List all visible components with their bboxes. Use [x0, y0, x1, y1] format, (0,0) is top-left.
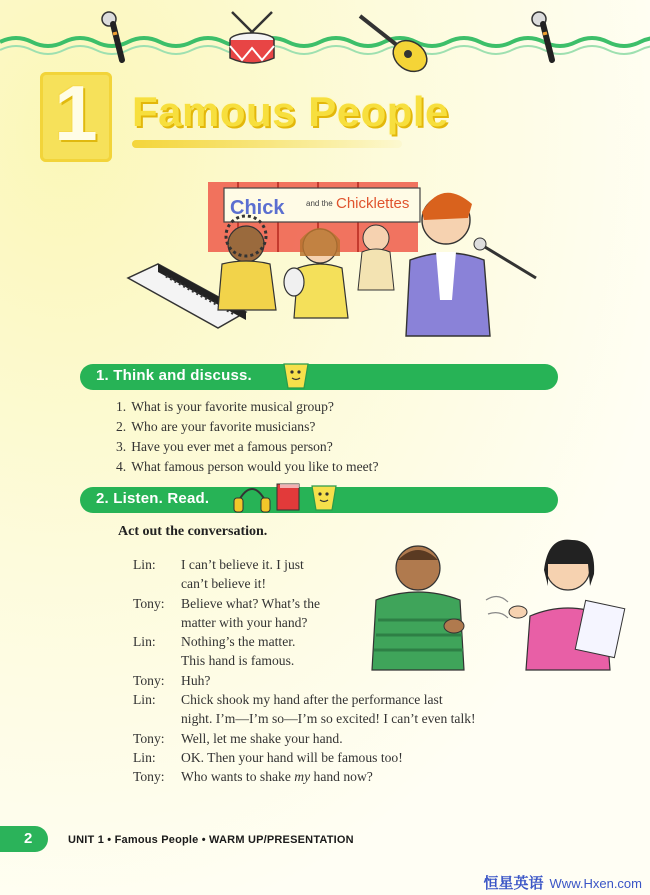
instruction-text: Act out the conversation.: [118, 524, 268, 539]
dialog-line: Tony: Well, let me shake your hand.: [133, 730, 343, 746]
dialog-line: Lin: Nothing’s the matter.: [133, 634, 296, 650]
list-item: 3. Have you ever met a famous person?: [116, 439, 333, 454]
section-heading-2: 2. Listen. Read.: [96, 490, 210, 507]
sign-right-text: Chicklettes: [336, 195, 410, 212]
tony-figure: [372, 546, 464, 670]
unit-title: Famous People: [132, 88, 449, 135]
watermark-url: Www.Hxen.com: [549, 876, 642, 891]
tony-lin-illustration: [368, 530, 636, 680]
singer-girl-3: [358, 225, 394, 290]
discussion-questions: [116, 397, 378, 477]
dialog-line: Tony: Huh?: [133, 672, 211, 688]
watermark-cn: 恒星英语: [483, 875, 544, 892]
dialog-line: Tony: Who wants to shake my hand now?: [133, 769, 373, 785]
watermark: [484, 872, 642, 893]
lin-figure: [509, 540, 625, 670]
dialog-line: night. I’m—I’m so—I’m so excited! I can’t even talk!: [181, 711, 476, 727]
sign-left-text: Chick: [230, 197, 285, 219]
drum-icon: [222, 10, 282, 68]
lead-singer: [406, 193, 536, 336]
footer-unit-text: UNIT 1 • Famous People • WARM UP/PRESENTATION: [68, 834, 354, 846]
title-underline: [132, 140, 402, 148]
book-icon: [274, 480, 304, 514]
list-item: 1. What is your favorite musical group?: [116, 399, 334, 414]
guitar-icon: [356, 12, 436, 74]
list-item: 2. Who are your favorite musicians?: [116, 419, 316, 434]
dialog-line: Lin: Chick shook my hand after the performance last: [133, 692, 443, 708]
sign-amp-text: and the: [306, 199, 333, 208]
microphone-icon: [100, 10, 130, 66]
speech-face-icon: [282, 360, 310, 390]
dialog-line: This hand is famous.: [181, 653, 295, 669]
microphone-icon: [530, 10, 560, 66]
dialog-line: Tony: Believe what? What’s the: [133, 595, 321, 611]
dialog-line: Lin: I can’t believe it. I just: [133, 557, 304, 572]
section-heading-1: 1. Think and discuss.: [96, 367, 252, 384]
band-illustration: [118, 160, 548, 360]
dialog-line: matter with your hand?: [181, 614, 308, 630]
dialog-line: Lin: OK. Then your hand will be famous too!: [133, 749, 403, 765]
headphones-icon: [232, 480, 272, 516]
unit-number: 1: [54, 69, 98, 157]
dialog-line: can’t believe it!: [181, 576, 267, 592]
list-item: 4. What famous person would you like to meet?: [116, 459, 379, 474]
page-number: 2: [24, 830, 33, 847]
speech-face-icon: [310, 482, 338, 512]
